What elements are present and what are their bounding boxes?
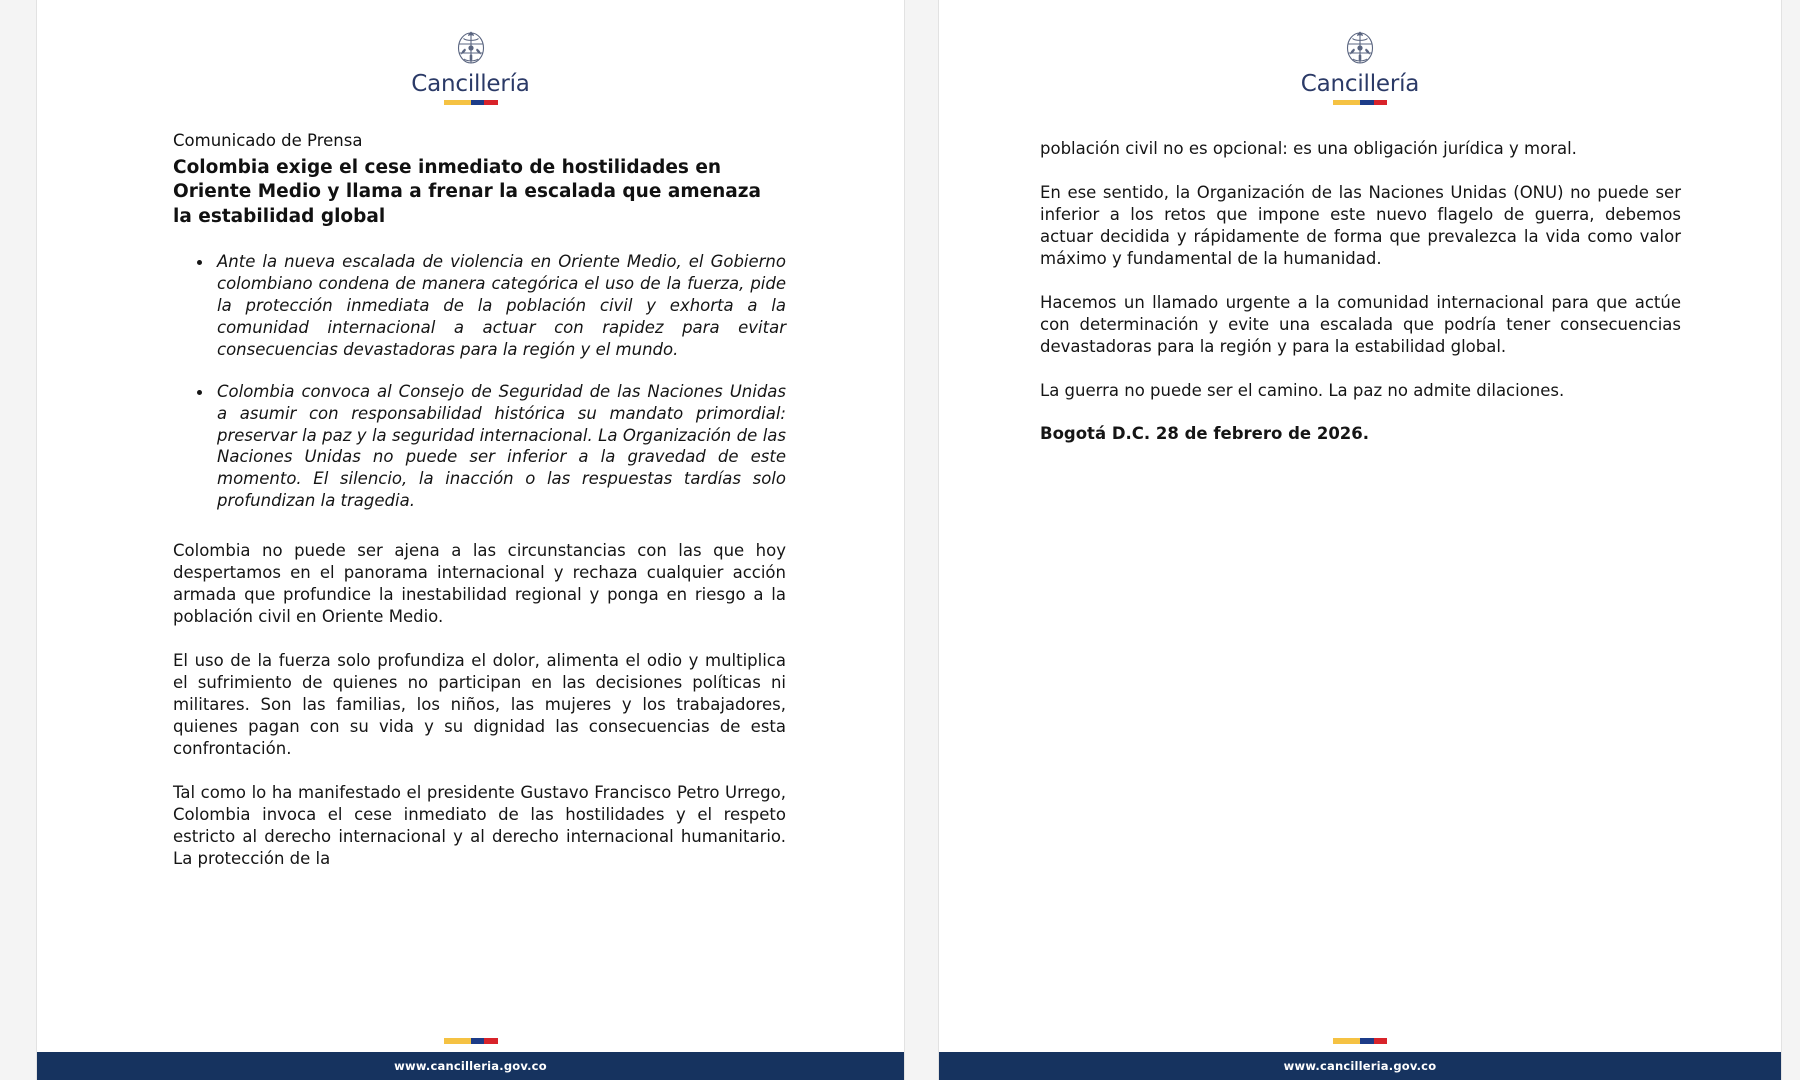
flag-stripe-blue <box>471 1038 485 1044</box>
highlight-bullet-list <box>173 251 786 512</box>
footer-url-bar <box>939 1052 1781 1080</box>
footer-url: www.cancilleria.gov.co <box>394 1059 547 1073</box>
body-paragraph: población civil no es opcional: es una obligación jurídica y moral. <box>1040 139 1577 158</box>
flag-stripe-blue <box>1360 1038 1374 1044</box>
footer-url-bar <box>37 1052 904 1080</box>
viewer-right-gutter <box>1782 0 1800 1080</box>
flag-rule-footer <box>37 1038 904 1044</box>
flag-rule-footer <box>939 1038 1781 1044</box>
body-paragraph: Colombia no puede ser ajena a las circunstancias con las que hoy despertamos en el panorama internacional y rechaza cualquier acción armada que profundice la inestabilidad regional y ponga en riesgo a la población civil en Oriente Medio. <box>173 541 786 627</box>
list-item: Ante la nueva escalada de violencia en Oriente Medio, el Gobierno colombiano condena de manera categórica el uso de la fuerza, pide la protección inmediata de la población civil y exhorta a la comunidad internacional a actuar con rapidez para evitar consecuencias devastadoras para la región y el mundo. <box>217 251 786 359</box>
letterhead-page-2 <box>939 0 1781 105</box>
body-paragraph: El uso de la fuerza solo profundiza el dolor, alimenta el odio y multiplica el sufrimiento de quienes no participan en las decisiones políticas ni militares. Son las familias, los niños, las mujeres y los trabajadores, quienes pagan con su vida y su dignidad las consecuencias de esta confrontación. <box>173 651 786 758</box>
flag-rule-header <box>1333 100 1387 105</box>
document-page-1 <box>36 0 905 1080</box>
colombia-crest-icon <box>454 30 488 68</box>
flag-stripe-blue <box>471 100 485 105</box>
letterhead-page-1 <box>37 0 904 105</box>
flag-stripe-red <box>1374 100 1388 105</box>
flag-stripe-yellow <box>1333 100 1360 105</box>
body-paragraph: En ese sentido, la Organización de las Naciones Unidas (ONU) no puede ser inferior a los retos que impone este nuevo flagelo de guerra, debemos actuar decidida y rápidamente de forma que prevalezca la vida como valor máximo y fundamental de la humanidad. <box>1040 182 1681 268</box>
flag-rule-header <box>444 100 498 105</box>
body-paragraph: Hacemos un llamado urgente a la comunidad internacional para que actúe con determinación y evite una escalada que podría tener consecuencias devastadoras para la región y para la estabilidad global. <box>1040 292 1681 356</box>
page-2-content <box>939 138 1781 445</box>
footer-url: www.cancilleria.gov.co <box>1283 1059 1437 1073</box>
colombia-crest-icon <box>1343 30 1377 68</box>
flag-stripe-yellow <box>1333 1038 1360 1044</box>
dateline: Bogotá D.C. 28 de febrero de 2026. <box>1040 424 1370 444</box>
closing-statement: La guerra no puede ser el camino. La paz no admite dilaciones. <box>1040 380 1565 400</box>
cancilleria-wordmark: Cancillería <box>411 71 530 97</box>
viewer-page-separator <box>905 0 938 1080</box>
list-item: Colombia convoca al Consejo de Seguridad de las Naciones Unidas a asumir con responsabilidad histórica su mandato primordial: preservar la paz y la seguridad internacional. La Organización de las Naciones Unidas no puede ser inferior a la gravedad de este momento. El silencio, la inacción o las respuestas tardías solo profundizan la tragedia. <box>217 381 786 511</box>
cancilleria-wordmark: Cancillería <box>1300 71 1420 97</box>
press-release-headline: Colombia exige el cese inmediato de hostilidades en Oriente Medio y llama a frenar la escalada que amenaza la estabilidad global <box>173 156 762 227</box>
flag-stripe-yellow <box>444 100 471 105</box>
flag-stripe-blue <box>1360 100 1374 105</box>
flag-stripe-red <box>1374 1038 1388 1044</box>
viewer-left-gutter <box>0 0 36 1080</box>
page-1-content <box>37 129 904 869</box>
document-page-2 <box>938 0 1782 1080</box>
body-paragraph: Tal como lo ha manifestado el presidente Gustavo Francisco Petro Urrego, Colombia invoca el cese inmediato de las hostilidades y el respeto estricto al derecho internacional y al derecho internacional humanitario. La protección de la <box>173 782 786 868</box>
press-release-kicker: Comunicado de Prensa <box>173 131 363 150</box>
flag-stripe-red <box>484 100 498 105</box>
flag-stripe-yellow <box>444 1038 471 1044</box>
flag-stripe-red <box>484 1038 498 1044</box>
